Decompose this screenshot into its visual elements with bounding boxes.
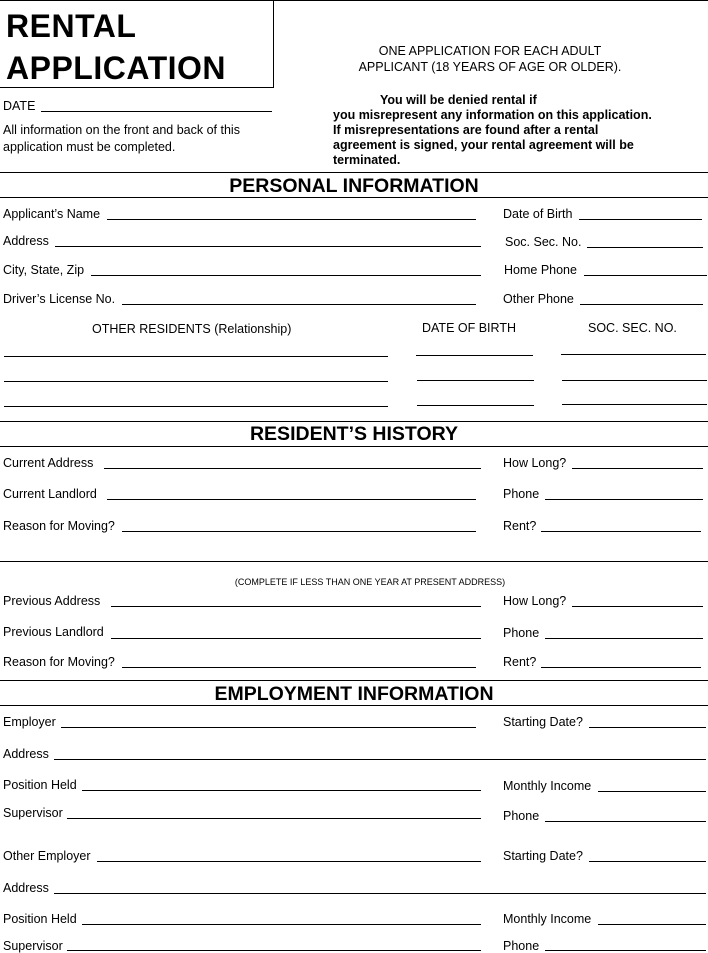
employer-address-label: Address xyxy=(3,747,49,761)
current-how-long-label: How Long? xyxy=(503,456,567,470)
city-state-zip-label: City, State, Zip xyxy=(3,263,85,277)
resident-name-field[interactable] xyxy=(4,381,388,382)
employer-starting-date-field[interactable] xyxy=(589,727,706,728)
city-state-zip-field[interactable] xyxy=(91,275,481,276)
header-top-border xyxy=(0,0,708,1)
header-note-line2: APPLICANT (18 YEARS OF AGE OR OLDER). xyxy=(358,60,622,74)
ssn-label: Soc. Sec. No. xyxy=(505,235,582,249)
date-field[interactable] xyxy=(41,111,272,112)
employer-field[interactable] xyxy=(61,727,476,728)
monthly-income-field[interactable] xyxy=(598,791,706,792)
applicant-name-label: Applicant’s Name xyxy=(3,207,101,221)
warning-line5: terminated. xyxy=(333,153,401,167)
personal-bottom-rule xyxy=(0,197,708,198)
other-supervisor-field[interactable] xyxy=(67,950,481,951)
complete-note: (COMPLETE IF LESS THAN ONE YEAR AT PRESENT ADDRESS) xyxy=(234,577,506,587)
resident-ssn-field[interactable] xyxy=(562,404,707,405)
other-supervisor-phone-field[interactable] xyxy=(545,950,706,951)
previous-rent-label: Rent? xyxy=(503,655,537,669)
previous-reason-label: Reason for Moving? xyxy=(3,655,115,669)
resident-dob-field[interactable] xyxy=(417,405,534,406)
resident-name-field[interactable] xyxy=(4,406,388,407)
current-landlord-label: Current Landlord xyxy=(3,487,97,501)
info-line2: application must be completed. xyxy=(3,140,176,154)
current-address-field[interactable] xyxy=(104,468,481,469)
warning-line1: You will be denied rental if xyxy=(380,93,537,107)
warning-line3: If misrepresentations are found after a rental xyxy=(333,123,599,137)
employment-top-rule xyxy=(0,680,708,681)
other-position-held-label: Position Held xyxy=(3,912,77,926)
other-starting-date-field[interactable] xyxy=(589,861,706,862)
supervisor-label: Supervisor xyxy=(3,806,63,820)
other-position-held-field[interactable] xyxy=(82,924,481,925)
supervisor-field[interactable] xyxy=(67,818,481,819)
other-phone-field[interactable] xyxy=(580,304,703,305)
other-address-label: Address xyxy=(3,881,49,895)
history-bottom-rule xyxy=(0,446,708,447)
employer-address-field[interactable] xyxy=(54,759,706,760)
personal-heading: PERSONAL INFORMATION xyxy=(229,175,479,197)
position-held-label: Position Held xyxy=(3,778,77,792)
other-address-field[interactable] xyxy=(54,893,706,894)
current-address-label: Current Address xyxy=(3,456,94,470)
employer-label: Employer xyxy=(3,715,56,729)
other-supervisor-label: Supervisor xyxy=(3,939,63,953)
employment-bottom-rule xyxy=(0,705,708,706)
previous-landlord-phone-label: Phone xyxy=(503,626,540,640)
current-landlord-phone-field[interactable] xyxy=(545,499,703,500)
previous-landlord-field[interactable] xyxy=(111,638,481,639)
current-how-long-field[interactable] xyxy=(572,468,703,469)
home-phone-label: Home Phone xyxy=(504,263,577,277)
warning-line4: agreement is signed, your rental agreement will be xyxy=(333,138,634,152)
previous-address-field[interactable] xyxy=(111,606,481,607)
other-monthly-income-label: Monthly Income xyxy=(503,912,592,926)
other-supervisor-phone-label: Phone xyxy=(503,939,540,953)
dob-label: Date of Birth xyxy=(503,207,573,221)
other-monthly-income-field[interactable] xyxy=(598,924,706,925)
other-starting-date-label: Starting Date? xyxy=(503,849,583,863)
personal-top-rule xyxy=(0,172,708,173)
address-label: Address xyxy=(3,234,49,248)
dob-field[interactable] xyxy=(579,219,702,220)
resident-ssn-field[interactable] xyxy=(561,354,706,355)
other-phone-label: Other Phone xyxy=(503,292,574,306)
info-line1: All information on the front and back of this xyxy=(3,123,240,137)
history-divider xyxy=(0,561,708,562)
previous-landlord-label: Previous Landlord xyxy=(3,625,104,639)
resident-name-field[interactable] xyxy=(4,356,388,357)
residents-dob-header: DATE OF BIRTH xyxy=(422,321,516,335)
other-employer-field[interactable] xyxy=(97,861,481,862)
employer-starting-date-label: Starting Date? xyxy=(503,715,583,729)
header-title-underline xyxy=(0,87,274,88)
header-note-line1: ONE APPLICATION FOR EACH ADULT xyxy=(378,44,602,58)
drivers-license-field[interactable] xyxy=(122,304,476,305)
home-phone-field[interactable] xyxy=(584,275,707,276)
previous-address-label: Previous Address xyxy=(3,594,101,608)
previous-how-long-field[interactable] xyxy=(572,606,703,607)
form-title-line2: APPLICATION xyxy=(6,50,227,86)
resident-ssn-field[interactable] xyxy=(562,380,707,381)
other-residents-header: OTHER RESIDENTS (Relationship) xyxy=(92,322,292,336)
previous-rent-field[interactable] xyxy=(541,667,701,668)
history-top-rule xyxy=(0,421,708,422)
applicant-name-field[interactable] xyxy=(107,219,476,220)
current-reason-label: Reason for Moving? xyxy=(3,519,115,533)
date-label: DATE xyxy=(3,99,36,113)
monthly-income-label: Monthly Income xyxy=(503,779,592,793)
form-title-line1: RENTAL xyxy=(6,8,137,44)
resident-dob-field[interactable] xyxy=(416,355,533,356)
previous-landlord-phone-field[interactable] xyxy=(545,638,703,639)
current-landlord-phone-label: Phone xyxy=(503,487,540,501)
current-rent-field[interactable] xyxy=(541,531,701,532)
drivers-license-label: Driver’s License No. xyxy=(3,292,116,306)
other-employer-label: Other Employer xyxy=(3,849,91,863)
supervisor-phone-label: Phone xyxy=(503,809,540,823)
residents-ssn-header: SOC. SEC. NO. xyxy=(588,321,677,335)
header-divider xyxy=(273,0,274,88)
position-held-field[interactable] xyxy=(82,790,481,791)
current-landlord-field[interactable] xyxy=(107,499,476,500)
history-heading: RESIDENT’S HISTORY xyxy=(249,423,459,445)
previous-how-long-label: How Long? xyxy=(503,594,567,608)
address-field[interactable] xyxy=(55,246,481,247)
current-reason-field[interactable] xyxy=(122,531,476,532)
ssn-field[interactable] xyxy=(587,247,703,248)
employment-heading: EMPLOYMENT INFORMATION xyxy=(214,683,494,705)
previous-reason-field[interactable] xyxy=(122,667,476,668)
current-rent-label: Rent? xyxy=(503,519,537,533)
resident-dob-field[interactable] xyxy=(417,380,534,381)
supervisor-phone-field[interactable] xyxy=(545,821,706,822)
warning-line2: you misrepresent any information on this application. xyxy=(333,108,652,122)
